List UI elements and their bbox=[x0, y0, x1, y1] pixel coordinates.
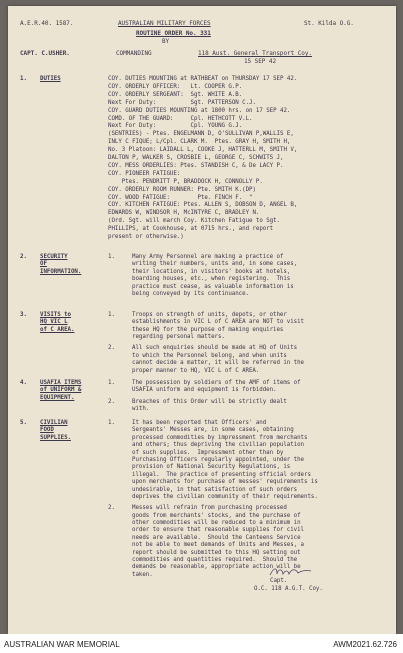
duty-line: PHILLIPS, at Cookhouse, at 0715 hrs., and report bbox=[108, 226, 274, 233]
duty-line: (SENTRIES) - Ptes. ENGELMANN D, O'SULLIVAN P,WALLIS E, bbox=[108, 131, 294, 138]
duty-line: EDWARDS W, WINDSOR H, McINTYRE C, BRADLEY N. bbox=[108, 210, 260, 217]
paragraph-line: being conveyed by its continuance. bbox=[132, 291, 249, 297]
paragraph-line: these HQ for the purpose of making enquiries bbox=[132, 326, 284, 333]
paragraph-line: goods from merchants' stocks, and the purchase of bbox=[132, 512, 301, 519]
paragraph-line: USAFIA uniform and equipment is forbidden. bbox=[132, 387, 277, 394]
section-title-line: SECURITY bbox=[40, 254, 68, 260]
section-title-line: INFORMATION. bbox=[40, 268, 82, 275]
section-1-number: 1. bbox=[20, 76, 27, 82]
duty-line: INLY C FIQUE; L/Cpl. CLARK M. Ptes. GRAY H, SMITH H, bbox=[108, 139, 291, 146]
unit-name: 118 Aust. General Transport Coy. bbox=[198, 50, 312, 57]
paragraph-line: to which the Personnel belong, and when units bbox=[132, 352, 287, 359]
paragraph-line: Sergeants' Messes are, in some cases, obtaining bbox=[132, 427, 294, 434]
duty-line: present or otherwise.) bbox=[108, 234, 184, 240]
paragraph-line: cannot decide a matter, it will be referred in the bbox=[132, 360, 305, 367]
paragraph-line: It has been reported that Officers' and bbox=[132, 420, 267, 426]
paragraph-line: writing their numbers, units and, in some cases, bbox=[132, 261, 298, 268]
section-title-line: VISITS to bbox=[40, 312, 71, 318]
duty-line: COY. ORDERLY ROOM RUNNER: Pte. SMITH K.(DP) bbox=[108, 186, 256, 193]
paragraph-number: 2. bbox=[108, 505, 115, 512]
paragraph-line: and others; thus depriving the civilian population bbox=[132, 442, 305, 449]
duty-line: COY. PIONEER FATIGUE: bbox=[108, 170, 181, 177]
section-3-number: 3. bbox=[20, 312, 27, 318]
section-2-para-number: 1. bbox=[108, 254, 115, 260]
paragraph-line: taken. bbox=[132, 571, 153, 578]
duty-line: Next For Duty: Cpl. YOUNG G.J. bbox=[108, 123, 243, 130]
duty-line: COY. ORDERLY SERGEANT: Sgt. WHITE A.B. bbox=[108, 91, 243, 98]
paragraph-number: 2. bbox=[108, 398, 115, 405]
commanding-label: COMMANDING bbox=[116, 50, 152, 57]
paragraph-line: establishments in VIC L of C AREA are NOT to visit bbox=[132, 319, 305, 326]
paragraph-line: provision of National Security Regulations, is bbox=[132, 464, 291, 471]
duty-line: COMD. OF THE GUARD: Cpl. HETHCOTT V.L. bbox=[108, 115, 253, 122]
duty-line: COY. ORDERLY OFFICER: Lt. COOPER G.P. bbox=[108, 83, 243, 90]
duty-line: (Ord. Sgt. will march Coy. Kitchen Fatigue to Sgt. bbox=[108, 218, 281, 225]
paragraph-line: Messes will refrain from purchasing processed bbox=[132, 505, 287, 512]
paragraph-line: boarding houses, etc., when registering. This bbox=[132, 276, 291, 283]
section-title-line: FOOD bbox=[40, 427, 54, 434]
paragraph-line: illegal. The practice of presenting official orders bbox=[132, 471, 311, 478]
paragraph-line: undesirable, in that satisfaction of such orders bbox=[132, 486, 298, 493]
paragraph-line: of such supplies. Impressment other than by bbox=[132, 449, 284, 456]
section-title-line: CIVILIAN bbox=[40, 420, 68, 426]
paragraph-line: regarding personal matters. bbox=[132, 334, 225, 341]
section-title-line: HQ VIC L bbox=[40, 319, 68, 326]
section-4-number: 4. bbox=[20, 380, 27, 386]
paragraph-line: proper manner to HQ, VIC L of C AREA. bbox=[132, 367, 260, 374]
paragraph-line: commodities and quantities required. Should the bbox=[132, 556, 298, 563]
commanding-officer: CAPT. C.USHER. bbox=[20, 50, 70, 57]
signature-title: Capt. bbox=[270, 578, 288, 584]
paragraph-line: deprives the civilian community of their requirements. bbox=[132, 494, 318, 500]
paragraph-line: Many Army Personnel are making a practice of bbox=[132, 254, 284, 260]
paragraph-line: not be able to meet demands of Units and Messes, a bbox=[132, 542, 305, 549]
duty-line: Next For Duty: Sgt. PATTERSON C.J. bbox=[108, 99, 256, 106]
handwritten-signature bbox=[268, 565, 313, 579]
document-page bbox=[8, 6, 396, 634]
paragraph-line: their locations, in visitors' books at hotels, bbox=[132, 268, 291, 275]
duty-line: COY. DUTIES MOUNTING at RATHBEAT on THURSDAY 17 SEP 42. bbox=[108, 76, 298, 82]
section-title-line: SUPPLIES. bbox=[40, 434, 71, 441]
paragraph-line: practice must cease, as valuable information is bbox=[132, 283, 294, 290]
section-5-number: 5. bbox=[20, 420, 27, 426]
force-heading: AUSTRALIAN MILITARY FORCES bbox=[118, 20, 211, 27]
paragraph-line: Breaches of this Order will be strictly dealt bbox=[132, 398, 287, 405]
duty-line: COY. GUARD DUTIES MOUNTING at 1800 hrs. on 17 SEP 42. bbox=[108, 107, 291, 114]
duty-line: No. 3 Platoon: LAIDALL L, COOKE J, HATTERLL M, SMITH V, bbox=[108, 147, 298, 154]
paragraph-line: The possession by soldiers of the AMF of items of bbox=[132, 380, 301, 386]
section-title-line: of UNIFORM & bbox=[40, 387, 82, 394]
archive-footer bbox=[0, 634, 403, 653]
signature-unit: O.C. 118 A.G.T. Coy. bbox=[254, 586, 323, 592]
paragraph-number: 1. bbox=[108, 312, 115, 318]
section-title-line: USAFIA ITEMS bbox=[40, 380, 82, 386]
paragraph-line: processed commodities by impressment from merchants bbox=[132, 434, 308, 441]
order-date: 15 SEP 42 bbox=[244, 58, 277, 65]
paragraph-line: All such enquiries should be made at HQ of Units bbox=[132, 345, 298, 352]
paragraph-line: other commodities will be reduced to a minimum in bbox=[132, 519, 301, 526]
section-title-line: of C AREA. bbox=[40, 326, 75, 333]
duty-line: COY. KITCHEN FATIGUE: Ptes. ALLEN S, DOBSON D, ANGEL B, bbox=[108, 202, 298, 209]
by-label: BY bbox=[162, 38, 170, 45]
duty-line: Ptes. PENDRITT P, BRADDOCK H, CONNOLLY P. bbox=[108, 178, 263, 185]
paragraph-line: upon merchants for purchase of messes' requirements is bbox=[132, 479, 318, 486]
paragraph-line: needs are available. Should the Canteens Service bbox=[132, 534, 301, 541]
paragraph-number: 1. bbox=[108, 380, 115, 386]
paragraph-line: Troops on strength of units, depots, or other bbox=[132, 312, 287, 318]
section-title-line: EQUIPMENT. bbox=[40, 394, 75, 401]
location: St. Kilda O.G. bbox=[304, 20, 354, 27]
paragraph-number: 2. bbox=[108, 345, 115, 352]
duty-line: COY. MESS ORDERLIES: Ptes. STANDISH C, & De LACY P. bbox=[108, 162, 284, 169]
section-2-number: 2. bbox=[20, 254, 27, 260]
footer-accession-number: AWM2021.62.726 bbox=[333, 640, 397, 649]
document-reference: A.E.R.40. 1587. bbox=[20, 20, 74, 27]
section-1-title: DUTIES bbox=[40, 76, 61, 82]
duty-line: DALTON P, WALKER S, CROSBIE L, GEORGE C, SCHWITS J, bbox=[108, 155, 284, 161]
duty-line: COY. WOOD FATIGUE: Pte. FINCH F. " bbox=[108, 194, 253, 201]
paragraph-line: order to ensure that reasonable supplies for civil bbox=[132, 527, 305, 534]
order-title: ROUTINE ORDER No. 331 bbox=[136, 30, 211, 37]
paragraph-line: demands be reasonable, appropriate action will be bbox=[132, 564, 301, 571]
paragraph-line: Purchasing Officers regularly appointed, under the bbox=[132, 457, 305, 463]
paragraph-number: 1. bbox=[108, 420, 115, 426]
paragraph-line: report should be submitted to this HQ setting out bbox=[132, 549, 301, 556]
paragraph-line: with. bbox=[132, 405, 150, 412]
section-title-line: OF bbox=[40, 261, 47, 268]
footer-institution: AUSTRALIAN WAR MEMORIAL bbox=[4, 640, 120, 649]
